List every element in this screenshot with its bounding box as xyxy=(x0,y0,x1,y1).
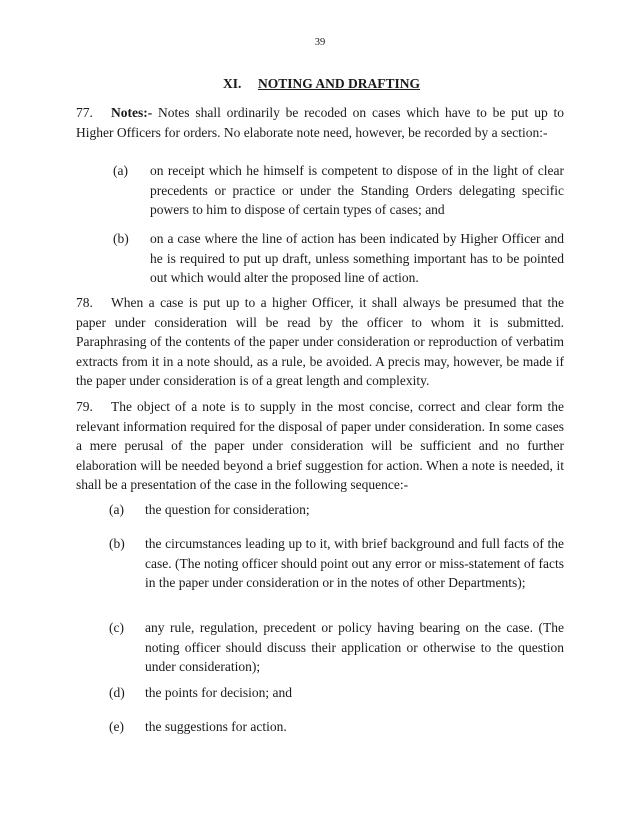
section-title: NOTING AND DRAFTING xyxy=(258,76,421,91)
paragraph-text: Notes shall ordinarily be recoded on cases which have to be put up to Higher Officers for orders. No elaborate note need, however, be recorded by a section:- xyxy=(76,105,564,140)
paragraph-79 xyxy=(76,397,564,495)
list-item-label: (e) xyxy=(109,719,124,734)
paragraph-77 xyxy=(76,103,564,142)
paragraph-label: Notes:- xyxy=(111,105,153,120)
list-item-label: (d) xyxy=(109,685,125,700)
paragraph-number: 79. xyxy=(76,399,93,414)
list-item-text: the circumstances leading up to it, with brief background and full facts of the case. (The noting officer should point out any error or miss-statement of facts in the paper under consideration or in the notes of other Departments); xyxy=(145,536,564,590)
list-item-label: (b) xyxy=(113,231,129,246)
paragraph-text: When a case is put up to a higher Officer, it shall always be presumed that the paper under consideration will be read by the officer to whom it is submitted. Paraphrasing of the contents of the paper under consideration or reproduction of verbatim extracts from it in a note should, as a rule, be avoided. A precis may, however, be made if the paper under consideration is of a great length and complexity. xyxy=(76,295,564,388)
paragraph-text: The object of a note is to supply in the most concise, correct and clear form the relevant information required for the disposal of paper under consideration. In some cases a mere perusal of the paper under consideration will be sufficient and no further elaboration will be needed beyond a brief suggestion for action. When a note is needed, it shall be a presentation of the case in the following sequence:- xyxy=(76,399,564,492)
list-item-text: the suggestions for action. xyxy=(145,719,287,734)
list-item-text: on a case where the line of action has been indicated by Higher Officer and he is required to put up draft, unless something important has to be pointed out which would alter the proposed line of action. xyxy=(150,231,564,285)
page-number: 39 xyxy=(314,37,326,48)
list-item-label: (c) xyxy=(109,620,124,635)
list-item-text: the points for decision; and xyxy=(145,685,292,700)
section-number: XI. xyxy=(223,76,242,91)
list-item-label: (b) xyxy=(109,536,125,551)
paragraph-number: 77. xyxy=(76,105,93,120)
paragraph-78 xyxy=(76,293,564,391)
list-item-label: (a) xyxy=(109,502,124,517)
list-item-text: any rule, regulation, precedent or policy having bearing on the case. (The noting officer should discuss their application or otherwise to the question under consideration); xyxy=(145,620,564,674)
list-item-text: the question for consideration; xyxy=(145,502,310,517)
list-item-text: on receipt which he himself is competent to dispose of in the light of clear precedents or practice or under the Standing Orders delegating specific powers to him to dispose of certain types of cases; and xyxy=(150,163,564,217)
paragraph-number: 78. xyxy=(76,295,93,310)
list-item-label: (a) xyxy=(113,163,128,178)
